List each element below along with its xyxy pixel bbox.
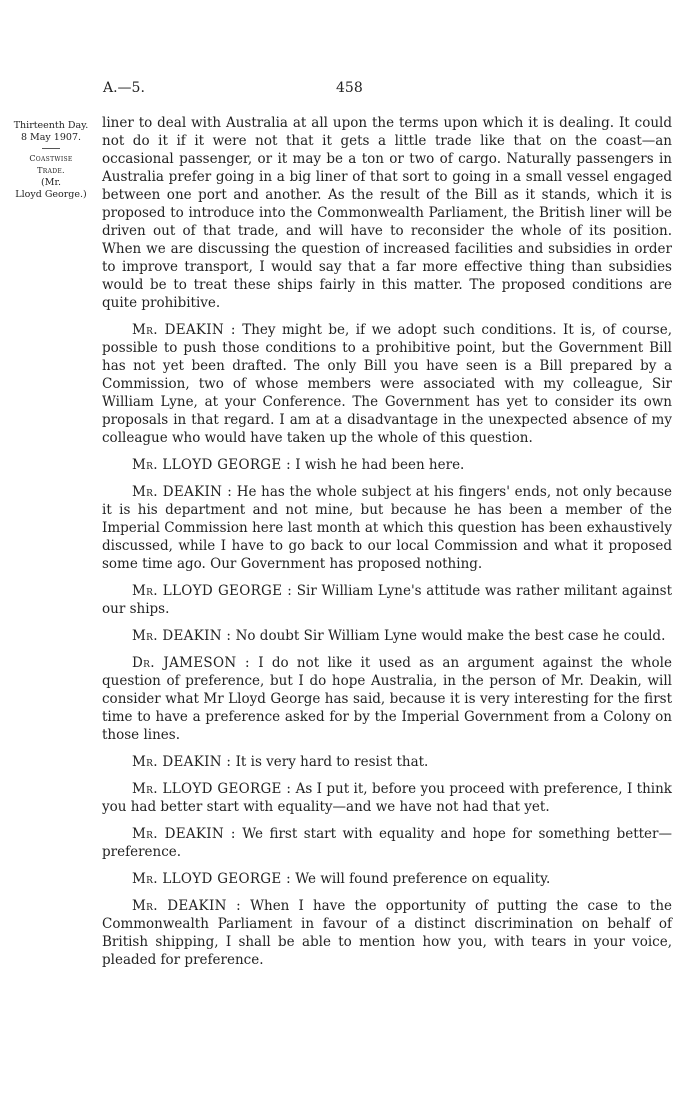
paragraph bbox=[102, 483, 672, 573]
paragraph-text: Sir William Lyne's attitude was rather militant against our ships. bbox=[102, 583, 672, 617]
margin-speaker-line1: (Mr. bbox=[41, 177, 61, 188]
speaker-name: Mr. LLOYD GEORGE : bbox=[132, 583, 293, 599]
paragraph-text: He has the whole subject at his fingers' ends, not only because it is his department and not mine, but because he has been a member of the Imperial Commission here last month at which this question has been exhaustively discussed, while I have to go back to our local Commission and what it proposed some time ago. Our Government has proposed nothing. bbox=[102, 484, 672, 572]
paragraph-text: We will found preference on equality. bbox=[295, 871, 551, 887]
margin-note bbox=[8, 120, 94, 201]
paragraph bbox=[102, 114, 672, 312]
paragraph-text: As I put it, before you proceed with preference, I think you had better start with equality—and we have not had that yet. bbox=[102, 781, 672, 815]
body-text bbox=[102, 114, 672, 978]
margin-date-line2: 8 May 1907. bbox=[20, 132, 82, 143]
margin-subject-line2: Trade. bbox=[37, 166, 65, 175]
paragraph-text: I do not like it used as an argument against the whole question of preference, but I do hope Australia, in the person of Mr. Deakin, will consider what Mr Lloyd George has said, because it is very interesting for the first time to have a preference asked for by the Imperial Government from a Colony on those lines. bbox=[102, 655, 672, 743]
paragraph bbox=[102, 753, 672, 771]
paragraph bbox=[102, 825, 672, 861]
speaker-name: Mr. DEAKIN : bbox=[132, 628, 232, 644]
page-number: 458 bbox=[336, 80, 363, 96]
speaker-name: Mr. LLOYD GEORGE : bbox=[132, 871, 291, 887]
paragraph-text: No doubt Sir William Lyne would make the best case he could. bbox=[235, 628, 666, 644]
paragraph-text: I wish he had been here. bbox=[295, 457, 465, 473]
paragraph bbox=[102, 321, 672, 447]
paragraph-text: It is very hard to resist that. bbox=[235, 754, 429, 770]
paragraph-text: liner to deal with Australia at all upon the terms upon which it is dealing. It could not do it if it were not that it gets a little trade like that on the coast—an occasional passenger, or it may be a ton or two of cargo. Naturally passengers in Australia prefer going in a big liner of that sort to going in a small vessel engaged between one port and another. As the result of the Bill as it stands, which it is proposed to introduce into the Commonwealth Parliament, the British liner will be driven out of that trade, and will have to reconsider the whole of its position. When we are discussing the question of increased facilities and subsidies in order to improve transport, I would say that a far more effective thing than subsidies would be to treat these ships fairly in this matter. The proposed conditions are quite prohibitive. bbox=[102, 115, 672, 311]
margin-subject-line1: Coastwise bbox=[29, 154, 73, 163]
margin-date-line1: Thirteenth Day. bbox=[13, 120, 89, 131]
speaker-name: Mr. DEAKIN : bbox=[132, 322, 236, 338]
paragraph bbox=[102, 654, 672, 744]
paragraph-text: When I have the opportunity of putting the case to the Commonwealth Parliament in favour of a distinct discrimination on behalf of British shipping, I shall be able to mention how you, with tears in your voice, pleaded for preference. bbox=[102, 898, 673, 968]
speaker-name: Dr. JAMESON : bbox=[132, 655, 250, 671]
paper-reference: A.—5. bbox=[103, 80, 145, 96]
paragraph-text: We first start with equality and hope for something better—preference. bbox=[102, 826, 672, 860]
speaker-name: Mr. LLOYD GEORGE : bbox=[132, 457, 291, 473]
margin-divider bbox=[42, 148, 60, 149]
margin-speaker-line2: Lloyd George.) bbox=[15, 189, 87, 200]
page-header bbox=[103, 80, 503, 100]
speaker-name: Mr. DEAKIN : bbox=[132, 826, 236, 842]
speaker-name: Mr. DEAKIN : bbox=[132, 754, 232, 770]
speaker-name: Mr. DEAKIN : bbox=[132, 898, 241, 914]
paragraph bbox=[102, 627, 672, 645]
paragraph-text: They might be, if we adopt such conditions. It is, of course, possible to push those conditions to a prohibitive point, but the Government Bill has not yet been drafted. The only Bill you have seen is a Bill prepared by a Commission, two of whose members were associated with my colleague, Sir William Lyne, at your Conference. The Government has yet to consider its own proposals in that regard. I am at a disadvantage in the unexpected absence of my colleague who would have taken up the whole of this question. bbox=[102, 322, 672, 446]
speaker-name: Mr. LLOYD GEORGE : bbox=[132, 781, 292, 797]
paragraph bbox=[102, 870, 672, 888]
paragraph bbox=[102, 456, 672, 474]
paragraph bbox=[102, 582, 672, 618]
speaker-name: Mr. DEAKIN : bbox=[132, 484, 233, 500]
paragraph bbox=[102, 780, 672, 816]
paragraph bbox=[102, 897, 672, 969]
